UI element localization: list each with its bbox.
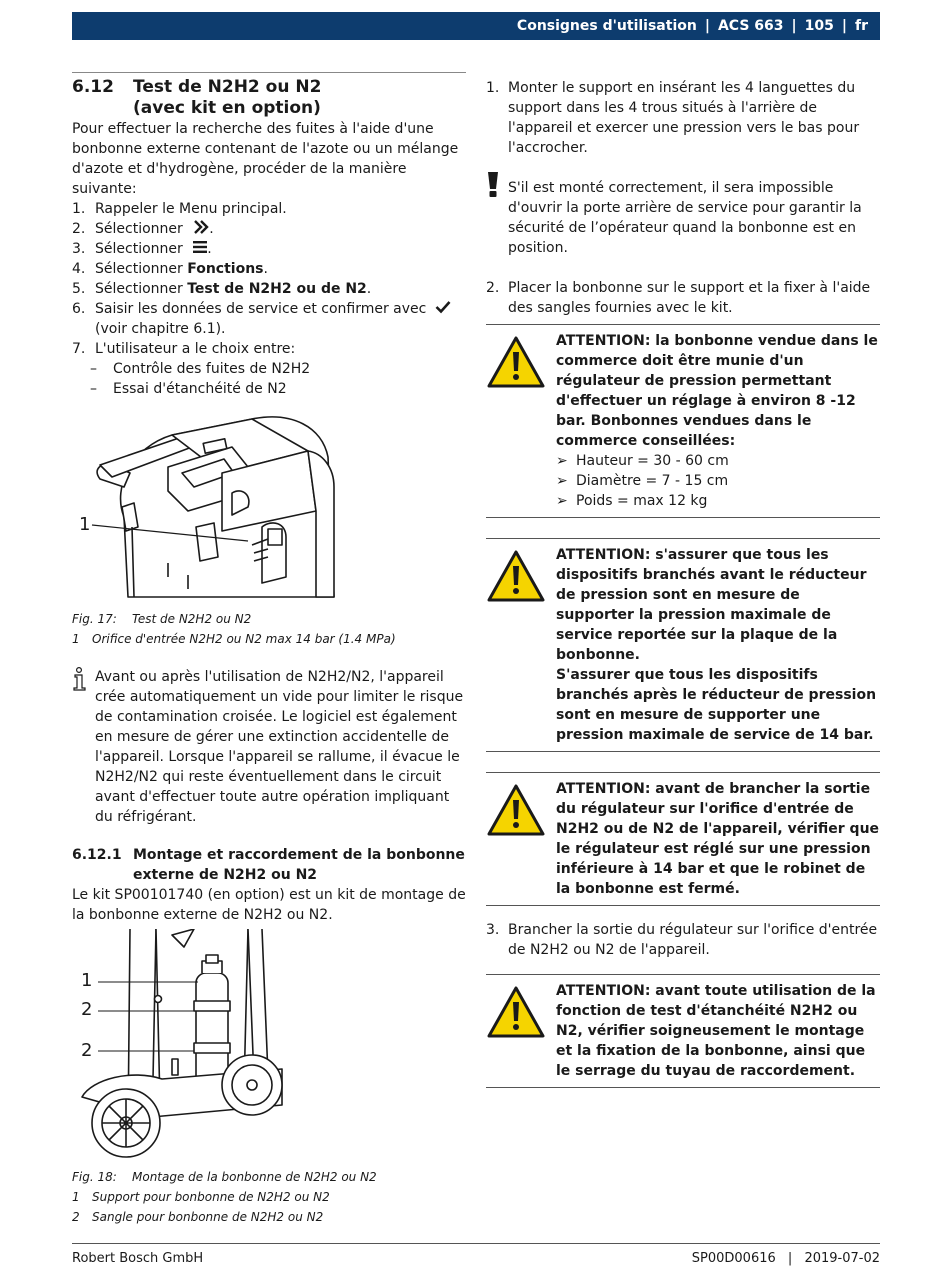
- important-note: [486, 178, 880, 258]
- subsection-title-line2: externe de N2H2 ou N2: [133, 867, 318, 883]
- footer-separator: |: [787, 1251, 793, 1266]
- figure-17-caption: [72, 609, 466, 629]
- step-number: 3.: [72, 241, 86, 257]
- section-number: 6.12: [72, 77, 114, 97]
- figure-18-title: Montage de la bonbonne de N2H2 ou N2: [132, 1170, 377, 1184]
- list-item: [72, 379, 466, 399]
- step-text: Rappeler le Menu principal.: [95, 201, 287, 217]
- menu-lines-icon: [193, 241, 207, 253]
- choice-text: Essai d'étanchéité de N2: [113, 381, 287, 397]
- footer-doc-info: [692, 1249, 880, 1269]
- list-item: [72, 239, 466, 259]
- figure-18-legend-item: [72, 1187, 466, 1207]
- list-item: [72, 199, 466, 219]
- list-item: [556, 471, 880, 491]
- step-text: Sélectionner: [95, 261, 188, 277]
- step-number: 2.: [72, 221, 86, 237]
- section-rule: [72, 72, 466, 73]
- step-text-line2: (voir chapitre 6.1).: [95, 321, 226, 337]
- section-heading: [72, 77, 466, 119]
- section-title-line1: Test de N2H2 ou N2: [133, 77, 322, 97]
- step-text: Saisir les données de service et confirmer avec: [95, 301, 427, 317]
- step-text-after: .: [263, 261, 268, 277]
- figure-18-callout: 2: [81, 1040, 93, 1061]
- arrow-icon: ➢: [556, 473, 568, 489]
- info-icon: [72, 667, 95, 827]
- warning-box: [486, 324, 880, 518]
- figure-17: [72, 407, 466, 603]
- warning-text: S'assurer que tous les dispositifs branchés après le réducteur de pression sont en mesure de supporter une pression maximale de service de 14 bar.: [556, 667, 877, 743]
- info-note: [72, 667, 466, 827]
- list-item: [556, 491, 880, 511]
- footer-company: Robert Bosch GmbH: [72, 1251, 204, 1266]
- subsection-heading: [72, 845, 466, 885]
- warning-box: [486, 974, 880, 1088]
- subsection-text: Le kit SP00101740 (en option) est un kit de montage de la bonbonne externe de N2H2 ou N2.: [72, 887, 466, 923]
- figure-18-callout: 1: [81, 970, 93, 991]
- figure-18-legend-item: [72, 1207, 466, 1227]
- section-intro: Pour effectuer la recherche des fuites à l'aide d'une bonbonne externe contenant de l'azote ou un mélange d'azote et d'hydrogène, procéder de la manière suivante:: [72, 121, 459, 197]
- footer-doc-number: SP00D00616: [691, 1251, 776, 1266]
- figure-18: [72, 929, 466, 1161]
- arrow-icon: ➢: [556, 493, 568, 509]
- list-item: [486, 920, 880, 960]
- step-number: 4.: [72, 261, 86, 277]
- legend-number: 2: [72, 1210, 80, 1224]
- header-separator: |: [791, 18, 797, 34]
- subsection-title-line1: Montage et raccordement de la bonbonne: [133, 847, 465, 863]
- header-product: ACS 663: [717, 18, 784, 34]
- list-item: [72, 359, 466, 379]
- legend-text: Support pour bonbonne de N2H2 ou N2: [92, 1190, 330, 1204]
- figure-18-callout: 2: [81, 999, 93, 1020]
- checkmark-icon: [435, 300, 451, 314]
- double-chevron-right-icon: [193, 220, 209, 234]
- figure-18-caption: [72, 1167, 466, 1187]
- exclamation-icon: [486, 178, 508, 258]
- page-header: [72, 12, 880, 40]
- warning-text: ATTENTION: la bonbonne vendue dans le commerce doit être munie d'un régulateur de pression permettant d'effectuer un réglage à environ 8 -12 bar. Bonbonnes vendues dans le commerce conseillées:: [556, 333, 878, 449]
- warning-box: [486, 772, 880, 906]
- step-bold: Fonctions: [187, 261, 264, 277]
- step-number: 5.: [72, 281, 86, 297]
- step-text-after: .: [366, 281, 372, 297]
- dash-marker: –: [90, 361, 97, 377]
- step-number: 1.: [72, 201, 86, 217]
- list-item: [486, 78, 880, 158]
- info-note-text: Avant ou après l'utilisation de N2H2/N2, l'appareil crée automatiquement un vide pour limiter le risque de contamination croisée. Le logiciel est également en mesure de gérer une extinction accidentelle de l'appareil. Lorsque l'appareil se rallume, il évacue le N2H2/N2 qui reste éventuellement dans le circuit avant d'effectuer toute autre opération impliquant du réfrigérant.: [95, 669, 464, 825]
- step-text: L'utilisateur a le choix entre:: [95, 341, 296, 357]
- step-text: Sélectionner: [95, 281, 188, 297]
- dash-marker: –: [90, 381, 97, 397]
- step-text: Monter le support en insérant les 4 languettes du support dans les 4 trous situés à l'arrière de l'appareil et exercer une pression vers le bas pour l'accrocher.: [508, 80, 860, 156]
- step-text-after: .: [207, 241, 212, 257]
- step-text: Sélectionner: [95, 241, 183, 257]
- step-number: 3.: [486, 922, 500, 938]
- spec-text: Poids = max 12 kg: [576, 493, 708, 509]
- list-item: [486, 278, 880, 318]
- header-title: Consignes d'utilisation: [516, 18, 697, 34]
- warning-text: ATTENTION: s'assurer que tous les dispositifs branchés avant le réducteur de pression sont en mesure de supporter la pression maximale de service reportée sur la plaque de la bonbonne.: [556, 547, 867, 663]
- left-column: [72, 72, 466, 1227]
- step-text-after: .: [209, 221, 214, 237]
- legend-number: 1: [72, 632, 80, 646]
- list-item: [72, 259, 466, 279]
- warning-triangle-icon: [486, 331, 556, 511]
- legend-number: 1: [72, 1190, 80, 1204]
- warning-text: ATTENTION: avant toute utilisation de la fonction de test d'étanchéité N2H2 ou N2, vérifier soigneusement le montage et la fixation de la bonbonne, ainsi que le serrage du tuyau de raccordement.: [556, 983, 876, 1079]
- list-item: [72, 279, 466, 299]
- list-item: [556, 451, 880, 471]
- footer-date: 2019-07-02: [804, 1251, 880, 1266]
- choice-text: Contrôle des fuites de N2H2: [113, 361, 311, 377]
- step-text: Sélectionner: [95, 221, 183, 237]
- section-title: [133, 77, 321, 119]
- header-separator: |: [841, 18, 847, 34]
- figure-17-callout: 1: [79, 514, 91, 535]
- bottle-mount-illustration: [72, 929, 466, 1161]
- step-text: Brancher la sortie du régulateur sur l'orifice d'entrée de N2H2 ou N2 de l'appareil.: [508, 922, 878, 958]
- warning-triangle-icon: [486, 779, 556, 899]
- figure-17-legend-item: [72, 629, 466, 649]
- important-note-text: S'il est monté correctement, il sera impossible d'ouvrir la porte arrière de service pour garantir la sécurité de l’opérateur quand la bonbonne est en position.: [508, 180, 862, 256]
- warning-triangle-icon: [486, 545, 556, 745]
- section-title-line2: (avec kit en option): [133, 98, 321, 118]
- warning-text: ATTENTION: avant de brancher la sortie du régulateur sur l'orifice d'entrée de N2H2 ou de N2 de l'appareil, vérifier que le régulateur est réglé sur une pression inférieure à 14 bar et que le robinet de la bonbonne est fermé.: [556, 781, 880, 897]
- step-number: 2.: [486, 280, 500, 296]
- figure-17-title: Test de N2H2 ou N2: [132, 612, 252, 626]
- subsection-number: 6.12.1: [72, 847, 122, 863]
- acs-unit-illustration: [72, 407, 466, 603]
- footer-rule: [72, 1243, 880, 1244]
- figure-18-label: Fig. 18:: [72, 1170, 117, 1184]
- list-item: [72, 219, 466, 239]
- figure-17-label: Fig. 17:: [72, 612, 117, 626]
- step-bold: Test de N2H2 ou de N2: [187, 281, 367, 297]
- steps-list: [72, 199, 466, 359]
- step-number: 6.: [72, 301, 86, 317]
- spec-text: Hauteur = 30 - 60 cm: [576, 453, 729, 469]
- step-text: Placer la bonbonne sur le support et la fixer à l'aide des sangles fournies avec le kit.: [508, 280, 871, 316]
- step-number: 1.: [486, 80, 500, 96]
- legend-text: Orifice d'entrée N2H2 ou N2 max 14 bar (1.4 MPa): [92, 632, 396, 646]
- header-page-number: 105: [804, 18, 834, 34]
- list-item: [72, 339, 466, 359]
- warning-triangle-icon: [486, 981, 556, 1081]
- warning-box: [486, 538, 880, 752]
- legend-text: Sangle pour bonbonne de N2H2 ou N2: [92, 1210, 324, 1224]
- step-number: 7.: [72, 341, 86, 357]
- header-language: fr: [855, 18, 868, 34]
- right-column: [486, 78, 880, 1088]
- header-separator: |: [704, 18, 710, 34]
- list-item: [72, 299, 466, 339]
- arrow-icon: ➢: [556, 453, 568, 469]
- spec-text: Diamètre = 7 - 15 cm: [576, 473, 729, 489]
